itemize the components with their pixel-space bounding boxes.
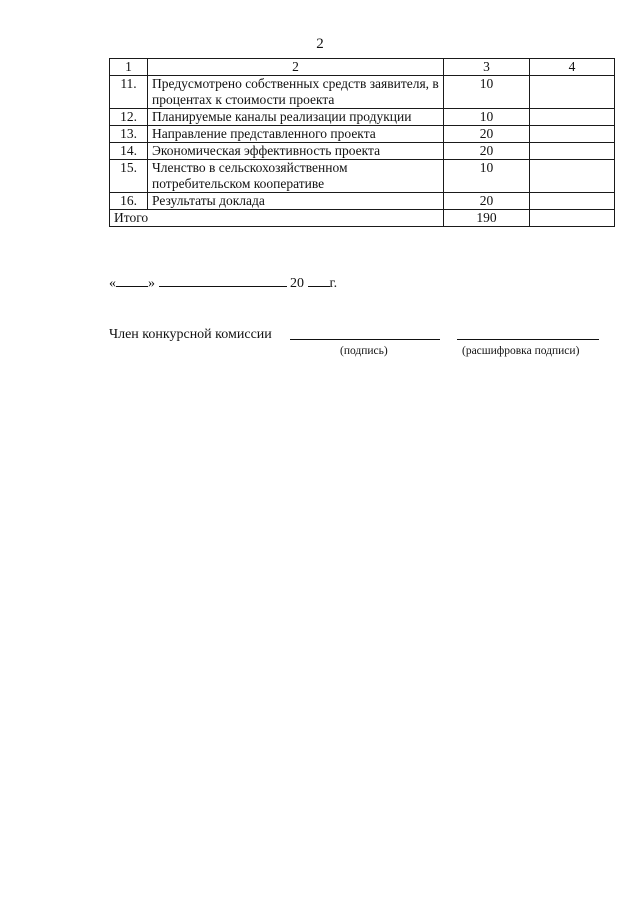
signature-label: Член конкурсной комиссии [109,327,272,342]
row-number: 12. [110,109,148,126]
date-line [109,274,337,292]
row-number: 13. [110,126,148,143]
score-cell [530,109,615,126]
score-cell [530,76,615,109]
header-col-2: 2 [148,59,444,76]
month-blank [159,274,287,287]
score-cell [530,160,615,193]
points-value: 10 [444,109,530,126]
criterion-text: Результаты доклада [148,193,444,210]
header-col-4: 4 [530,59,615,76]
open-quote: « [109,276,116,291]
criterion-text: Предусмотрено собственных средств заявителя, в процентах к стоимости проекта [148,76,444,109]
points-value: 10 [444,160,530,193]
row-number: 14. [110,143,148,160]
criteria-table [109,58,615,227]
total-points: 190 [444,210,530,227]
table-row [110,126,615,143]
criterion-text: Планируемые каналы реализации продукции [148,109,444,126]
criterion-text: Членство в сельскохозяйственном потребительском кооперативе [148,160,444,193]
row-number: 16. [110,193,148,210]
header-col-1: 1 [110,59,148,76]
decoding-caption: (расшифровка подписи) [462,345,580,357]
day-blank [116,274,148,287]
points-value: 20 [444,126,530,143]
score-cell [530,193,615,210]
header-col-3: 3 [444,59,530,76]
table-row [110,109,615,126]
score-cell [530,126,615,143]
year-prefix: 20 [290,276,304,291]
points-value: 20 [444,143,530,160]
criterion-text: Направление представленного проекта [148,126,444,143]
table-row [110,143,615,160]
points-value: 10 [444,76,530,109]
criterion-text: Экономическая эффективность проекта [148,143,444,160]
points-value: 20 [444,193,530,210]
close-quote: » [148,276,155,291]
table-row [110,76,615,109]
table-total-row [110,210,615,227]
signature-line [290,339,440,340]
year-suffix: г. [329,276,338,291]
signature-block [109,327,580,357]
row-number: 15. [110,160,148,193]
table-row [110,160,615,193]
table-row [110,193,615,210]
score-cell [530,143,615,160]
row-number: 11. [110,76,148,109]
total-score-cell [530,210,615,227]
page-number: 2 [316,36,324,52]
signature-caption: (подпись) [340,345,388,357]
table-header-row [110,59,615,76]
year-blank [308,274,330,287]
decoding-line [457,339,599,340]
total-label: Итого [110,210,444,227]
